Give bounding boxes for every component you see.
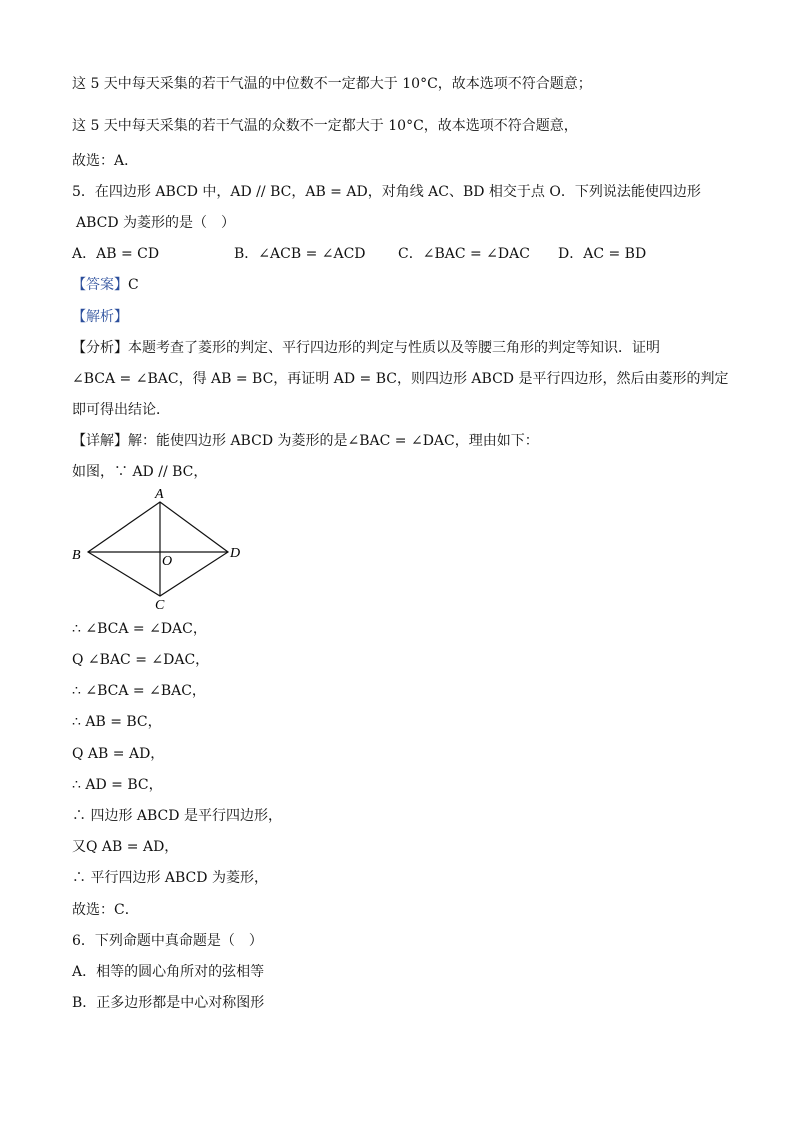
center-label-o: O — [162, 554, 173, 569]
answer-row — [72, 276, 139, 294]
question-6-stem: 6．下列命题中真命题是（ ） — [72, 933, 263, 949]
text-line-mode: 这 5 天中每天采集的若干气温的众数不一定都大于 10°C，故本选项不符合题意， — [72, 118, 578, 134]
vertex-label-a: A — [155, 487, 164, 502]
text-line-median: 这 5 天中每天采集的若干气温的中位数不一定都大于 10°C，故本选项不符合题意； — [72, 76, 592, 92]
rhombus-outline — [88, 502, 228, 596]
step-6: ∴ AD = BC， — [72, 777, 163, 793]
question-5-stem: 5．在四边形 ABCD 中，AD // BC，AB = AD，对角线 AC、BD 相交于点 O．下列说法能使四边形 — [72, 184, 701, 200]
answer-tag: 【答案】 — [72, 277, 128, 293]
vertex-label-c: C — [155, 598, 165, 613]
step-3: ∴ ∠BCA = ∠BAC， — [72, 683, 206, 699]
analysis-tag: 【解析】 — [72, 309, 128, 325]
step-2: Q ∠BAC = ∠DAC， — [72, 652, 210, 668]
step-1: ∴ ∠BCA = ∠DAC， — [72, 621, 207, 637]
question-5-stem-cont: ABCD 为菱形的是（ ） — [76, 215, 236, 231]
question-6-option-b: B．正多边形都是中心对称图形 — [72, 995, 265, 1011]
vertex-label-b: B — [72, 548, 81, 563]
step-8: 又Q AB = AD， — [72, 839, 179, 855]
rhombus-figure — [68, 484, 258, 614]
option-c: C．∠BAC = ∠DAC — [398, 246, 530, 262]
step-4: ∴ AB = BC， — [72, 714, 162, 730]
step-10: 故选：C． — [72, 902, 139, 918]
step-5: Q AB = AD， — [72, 746, 165, 762]
option-b: B．∠ACB = ∠ACD — [234, 246, 366, 262]
detail-line: 【详解】解：能使四边形 ABCD 为菱形的是∠BAC = ∠DAC，理由如下： — [72, 433, 539, 449]
question-6-option-a: A．相等的圆心角所对的弦相等 — [72, 964, 265, 980]
option-a: A．AB = CD — [72, 246, 160, 262]
analysis-line-2: ∠BCA = ∠BAC，得 AB = BC，再证明 AD = BC，则四边形 ABCD 是平行四边形，然后由菱形的判定 — [72, 371, 729, 387]
option-d: D．AC = BD — [558, 246, 647, 262]
analysis-line-3: 即可得出结论． — [72, 402, 170, 418]
answer-value: C — [128, 277, 139, 293]
figure-intro: 如图，∵ AD // BC， — [72, 464, 208, 480]
vertex-label-d: D — [230, 546, 241, 561]
step-7: ∴ 四边形 ABCD 是平行四边形， — [72, 808, 282, 824]
text-line-choose-a: 故选：A． — [72, 153, 139, 169]
step-9: ∴ 平行四边形 ABCD 为菱形， — [72, 870, 268, 886]
analysis-line-1: 【分析】本题考查了菱形的判定、平行四边形的判定与性质以及等腰三角形的判定等知识．证明 — [72, 340, 660, 356]
